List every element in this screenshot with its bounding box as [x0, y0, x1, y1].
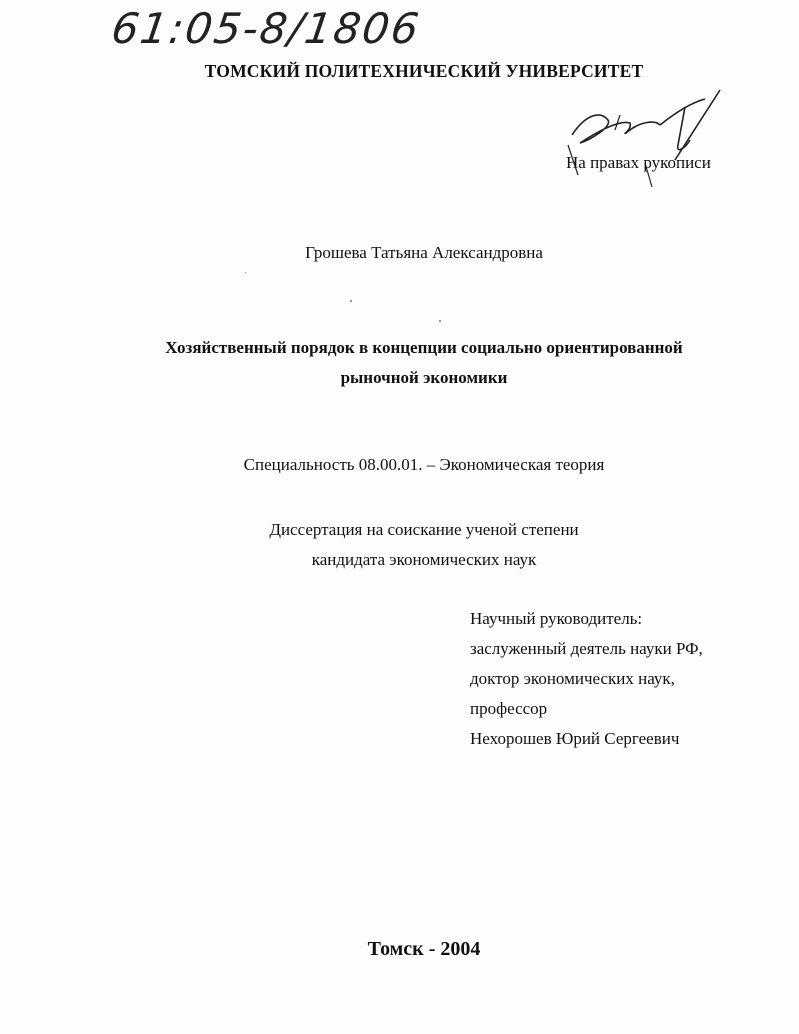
title-line-2: рыночной экономики [340, 368, 508, 387]
scan-speck [350, 300, 352, 302]
scan-speck [245, 272, 246, 273]
university-name: ТОМСКИЙ ПОЛИТЕХНИЧЕСКИЙ УНИВЕРСИТЕТ [204, 61, 644, 81]
manuscript-rights: На правах рукописи [566, 153, 711, 172]
author-name: Грошева Татьяна Александровна [305, 243, 543, 262]
city-year: Томск - 2004 [367, 938, 481, 960]
supervisor-heading: Научный руководитель: [470, 609, 643, 628]
supervisor-block [470, 604, 703, 754]
supervisor-title-3: профессор [470, 699, 548, 718]
degree-line-1: Диссертация на соискание ученой степени [269, 520, 579, 539]
handwritten-signature [560, 85, 740, 195]
dissertation-degree [0, 515, 799, 575]
scan-speck [439, 320, 441, 322]
title-line-1: Хозяйственный порядок в концепции социально ориентированной [165, 338, 683, 357]
supervisor-name: Нехорошев Юрий Сергеевич [470, 729, 680, 748]
supervisor-title-1: заслуженный деятель науки РФ, [470, 639, 703, 658]
archive-number: 61:05-8/1806 [108, 4, 424, 53]
specialty: Специальность 08.00.01. – Экономическая теория [243, 455, 605, 474]
degree-line-2: кандидата экономических наук [311, 550, 537, 569]
supervisor-title-2: доктор экономических наук, [470, 669, 675, 688]
dissertation-title [100, 333, 748, 393]
